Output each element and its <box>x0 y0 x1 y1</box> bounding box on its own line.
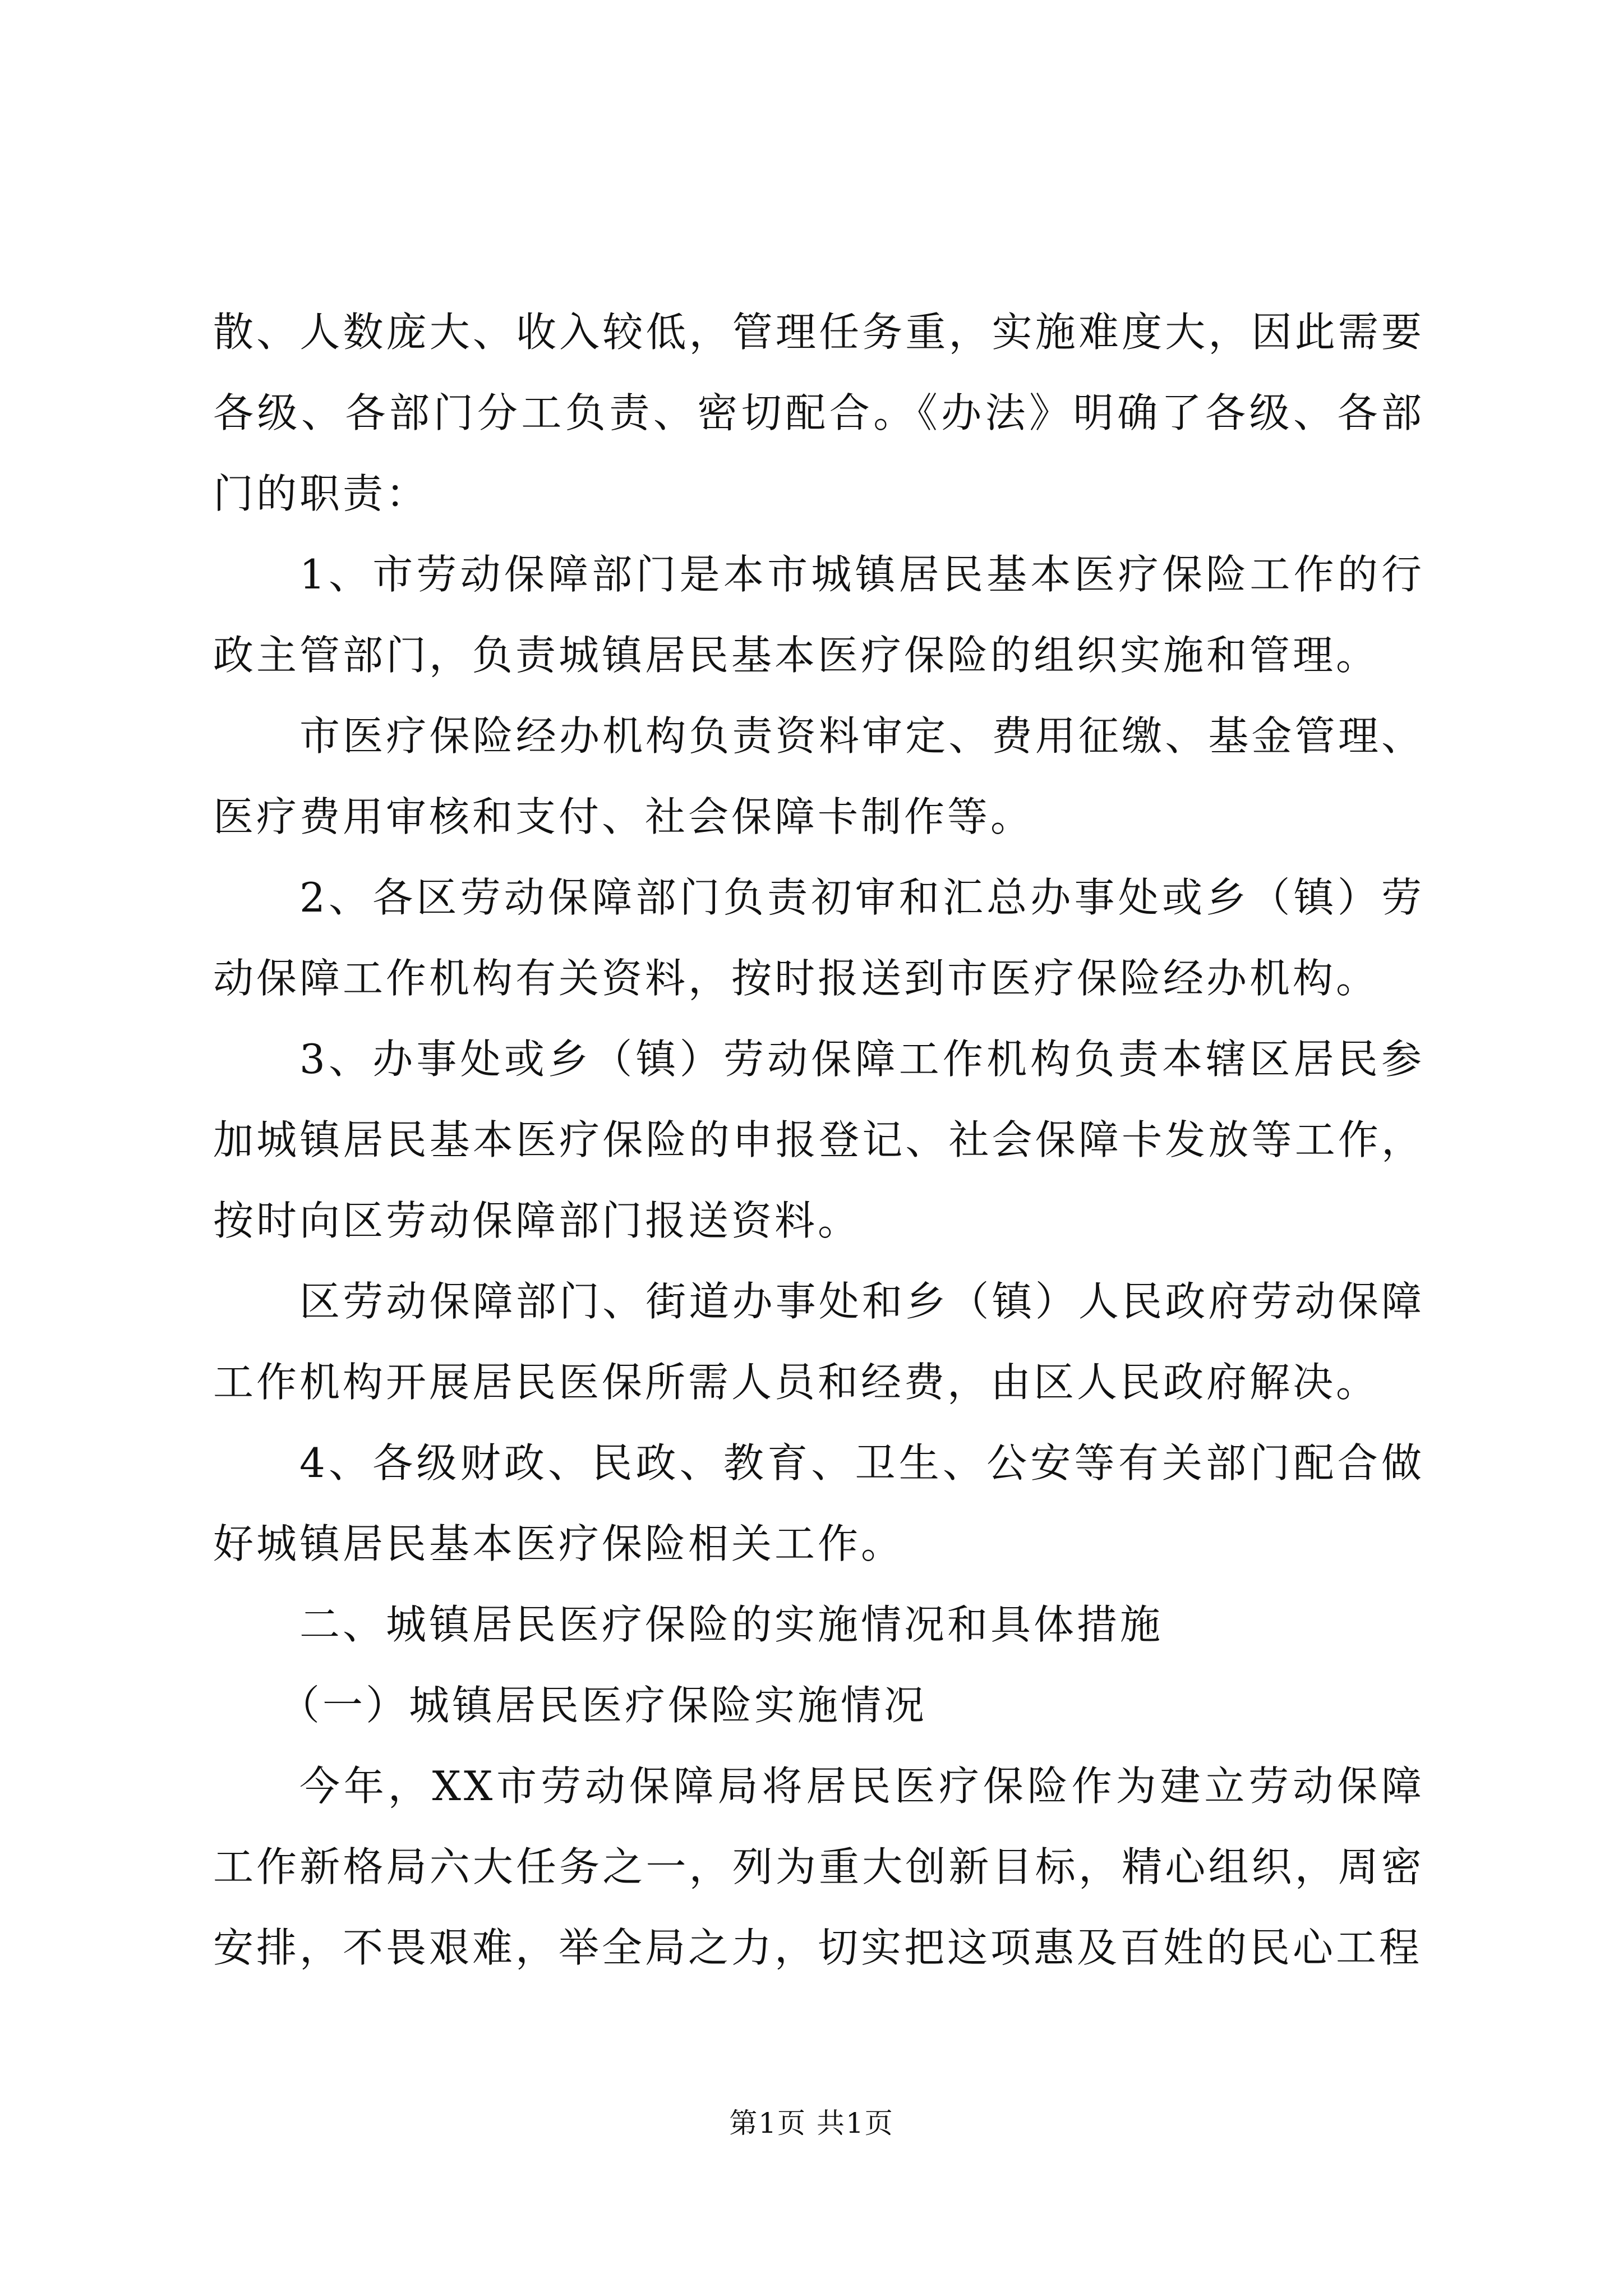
paragraph-district-funding: 区劳动保障部门、街道办事处和乡（镇）人民政府劳动保障工作机构开展居民医保所需人员和经费，由区人民政府解决。 <box>213 1278 1424 1406</box>
paragraph-medical-agency: 市医疗保险经办机构负责资料审定、费用征缴、基金管理、医疗费用审核和支付、社会保障卡制作等。 <box>213 712 1424 840</box>
paragraph-continuation: 散、人数庞大、收入较低，管理任务重，实施难度大，因此需要各级、各部门分工负责、密切配合。《办法》明确了各级、各部门的职责： <box>213 309 1424 517</box>
paragraph-item-3: 3、办事处或乡（镇）劳动保障工作机构负责本辖区居民参加城镇居民基本医疗保险的申报登记、社会保障卡发放等工作，按时向区劳动保障部门报送资料。 <box>213 1036 1424 1244</box>
document-body <box>213 292 1424 1988</box>
paragraph-item-1: 1、市劳动保障部门是本市城镇居民基本医疗保险工作的行政主管部门，负责城镇居民基本医疗保险的组织实施和管理。 <box>213 551 1424 679</box>
subsection-heading-1: （一）城镇居民医疗保险实施情况 <box>279 1682 928 1729</box>
paragraph-this-year: 今年，XX市劳动保障局将居民医疗保险作为建立劳动保障工作新格局六大任务之一，列为重大创新目标，精心组织，周密安排，不畏艰难，举全局之力，切实把这项惠及百姓的民心工程 <box>213 1763 1424 1971</box>
section-heading-2: 二、城镇居民医疗保险的实施情况和具体措施 <box>299 1601 1164 1648</box>
paragraph-item-2: 2、各区劳动保障部门负责初审和汇总办事处或乡（镇）劳动保障工作机构有关资料，按时报送到市医疗保险经办机构。 <box>213 874 1424 1002</box>
paragraph-item-4: 4、各级财政、民政、教育、卫生、公安等有关部门配合做好城镇居民基本医疗保险相关工作。 <box>213 1439 1424 1567</box>
page-number-label: 第1页 共1页 <box>729 2107 894 2139</box>
page-footer <box>0 2101 1623 2141</box>
